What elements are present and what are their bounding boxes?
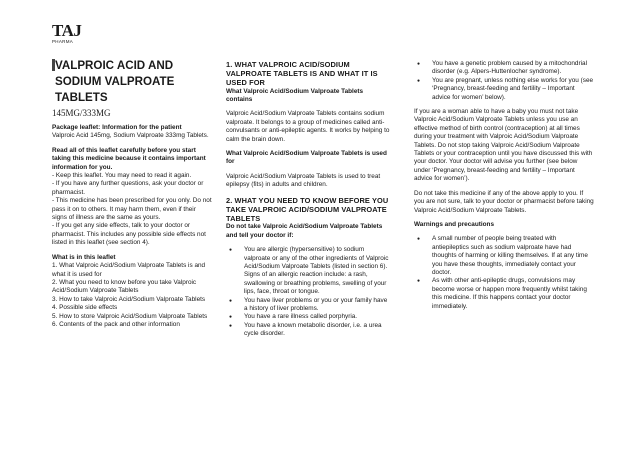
- list-item: ● You are pregnant, unless nothing else works for you (see ‘Pregnancy, breast-feeding and fertility – Important advice for women’ below).: [414, 77, 594, 102]
- toc-item: 2. What you need to know before you take Valproic Acid/Sodium Valproate Tablets: [52, 278, 197, 295]
- list-item: ● As with other anti-epileptic drugs, convulsions may become worse or happen more frequently whilst taking this medicine. If this happens contact your doctor immediately.: [414, 277, 594, 311]
- column-2: [226, 60, 391, 339]
- toc-item: 3. How to take Valproic Acid/Sodium Valproate Tablets: [52, 295, 206, 303]
- list-item: ● You are allergic (hypersensitive) to sodium valproate or any of the other ingredients of Valproic Acid/Sodium Valproate Tablets (listed in section 6). Signs of an allergic reaction include: a rash, swallowing or breathing problems, swelling of your lips, face, throat or tongue.: [226, 246, 391, 296]
- section-2-heading: 2. WHAT YOU NEED TO KNOW BEFORE YOU TAKE VALPROIC ACID/SODIUM VALPROATE TABLETS: [226, 195, 389, 224]
- contraindications-list: [226, 246, 391, 338]
- toc-item: 5. How to store Valproic Acid/Sodium Valproate Tablets: [52, 312, 208, 320]
- side-effects-note: - If you get any side effects, talk to your doctor or pharmacist. This includes any possible side effects not listed in this leaflet (see section 4).: [52, 222, 206, 247]
- list-item: ● You have a rare illness called porphyria.: [226, 313, 391, 321]
- keep-leaflet-note: - Keep this leaflet. You may need to read it again.: [52, 172, 192, 180]
- product-title-line-1: VALPROIC ACID AND: [55, 59, 174, 72]
- section-2-subheading: Do not take Valproic Acid/Sodium Valproate Tablets and tell your doctor if:: [226, 223, 383, 239]
- section-1-body: Valproic Acid/Sodium Valproate Tablets contains sodium valproate. It belongs to a group of medicines called anti-convulsants or anti-epileptic agents. It works by helping to calm the brain down.: [226, 110, 390, 143]
- leaflet-heading: Package leaflet: Information for the patient: [52, 124, 182, 131]
- contraindications-list-continued: [414, 60, 594, 102]
- list-item: ● You have liver problems or you or your family have a history of liver problems.: [226, 297, 391, 314]
- logo-mark: TAJ: [52, 21, 82, 40]
- toc-item: 6. Contents of the pack and other information: [52, 320, 180, 328]
- product-strength: 145MG/333MG: [52, 108, 111, 118]
- section-1-subheading: What Valproic Acid/Sodium Valproate Tablets contains: [226, 87, 364, 104]
- logo-subtext: PHARMA: [52, 39, 74, 44]
- not-sure-notice: Do not take this medicine if any of the above apply to you. If you are not sure, talk to your doctor or pharmacist before taking Valproic Acid/Sodium Valproate Tablets.: [414, 189, 594, 214]
- brand-logo: [52, 22, 86, 48]
- list-item: ● You have a known metabolic disorder, i.e. a urea cycle disorder.: [226, 322, 391, 339]
- product-title-block: [52, 58, 212, 123]
- toc-item: 4. Possible side effects: [52, 304, 118, 312]
- toc-item: 1. What Valproic Acid/Sodium Valproate Tablets is and what it is used for: [52, 262, 206, 278]
- prescribed-note: - This medicine has been prescribed for you only. Do not pass it on to others. It may harm them, even if their signs of illness are the same as yours.: [52, 197, 212, 222]
- column-3: [414, 60, 594, 311]
- toc-heading: What is in this leaflet: [52, 253, 116, 261]
- section-1-heading: 1. WHAT VALPROIC ACID/SODIUM VALPROATE TABLETS IS AND WHAT IT IS USED FOR: [226, 60, 378, 88]
- section-1-subheading-2: What Valproic Acid/Sodium Valproate Tablets is used for: [226, 150, 387, 166]
- leaflet-product: Valproic Acid 145mg, Sodium Valproate 333mg Tablets.: [52, 132, 209, 140]
- read-all-notice: Read all of this leaflet carefully before you start taking this medicine because it contains important information for you.: [52, 146, 206, 171]
- title-accent-bar: [52, 59, 55, 71]
- questions-note: - If you have any further questions, ask your doctor or pharmacist.: [52, 180, 204, 196]
- product-title-line-3: TABLETS: [55, 91, 108, 104]
- list-item: ● A small number of people being treated with antiepileptics such as sodium valproate have had thoughts of harming or killing themselves. If at any time you have these thoughts, immediately contact your doctor.: [414, 235, 594, 277]
- list-item: ● You have a genetic problem caused by a mitochondrial disorder (e.g. Alpers-Huttenlocher syndrome).: [414, 60, 594, 77]
- warnings-list: [414, 235, 594, 311]
- section-1-body-2: Valproic Acid/Sodium Valproate Tablets is used to treat epilepsy (fits) in adults and children.: [226, 172, 381, 189]
- warnings-heading: Warnings and precautions: [414, 220, 495, 228]
- column-1: [52, 124, 212, 329]
- women-childbearing-notice: If you are a woman able to have a baby you must not take Valproic Acid/Sodium Valproate Tablets unless you use an effective method of birth control (contraception) at all times during your treatment with Valproic Acid/Sodium Valproate Tablets. Do not stop taking Valproic Acid/Sodium Valproate Tablets or your contraception until you have discussed this with your doctor. Your doctor will advise you further (see below under ‘Pregnancy, breast-feeding and fertility – Important advice for women’).: [414, 108, 593, 183]
- product-title-line-2: SODIUM VALPROATE: [55, 75, 175, 88]
